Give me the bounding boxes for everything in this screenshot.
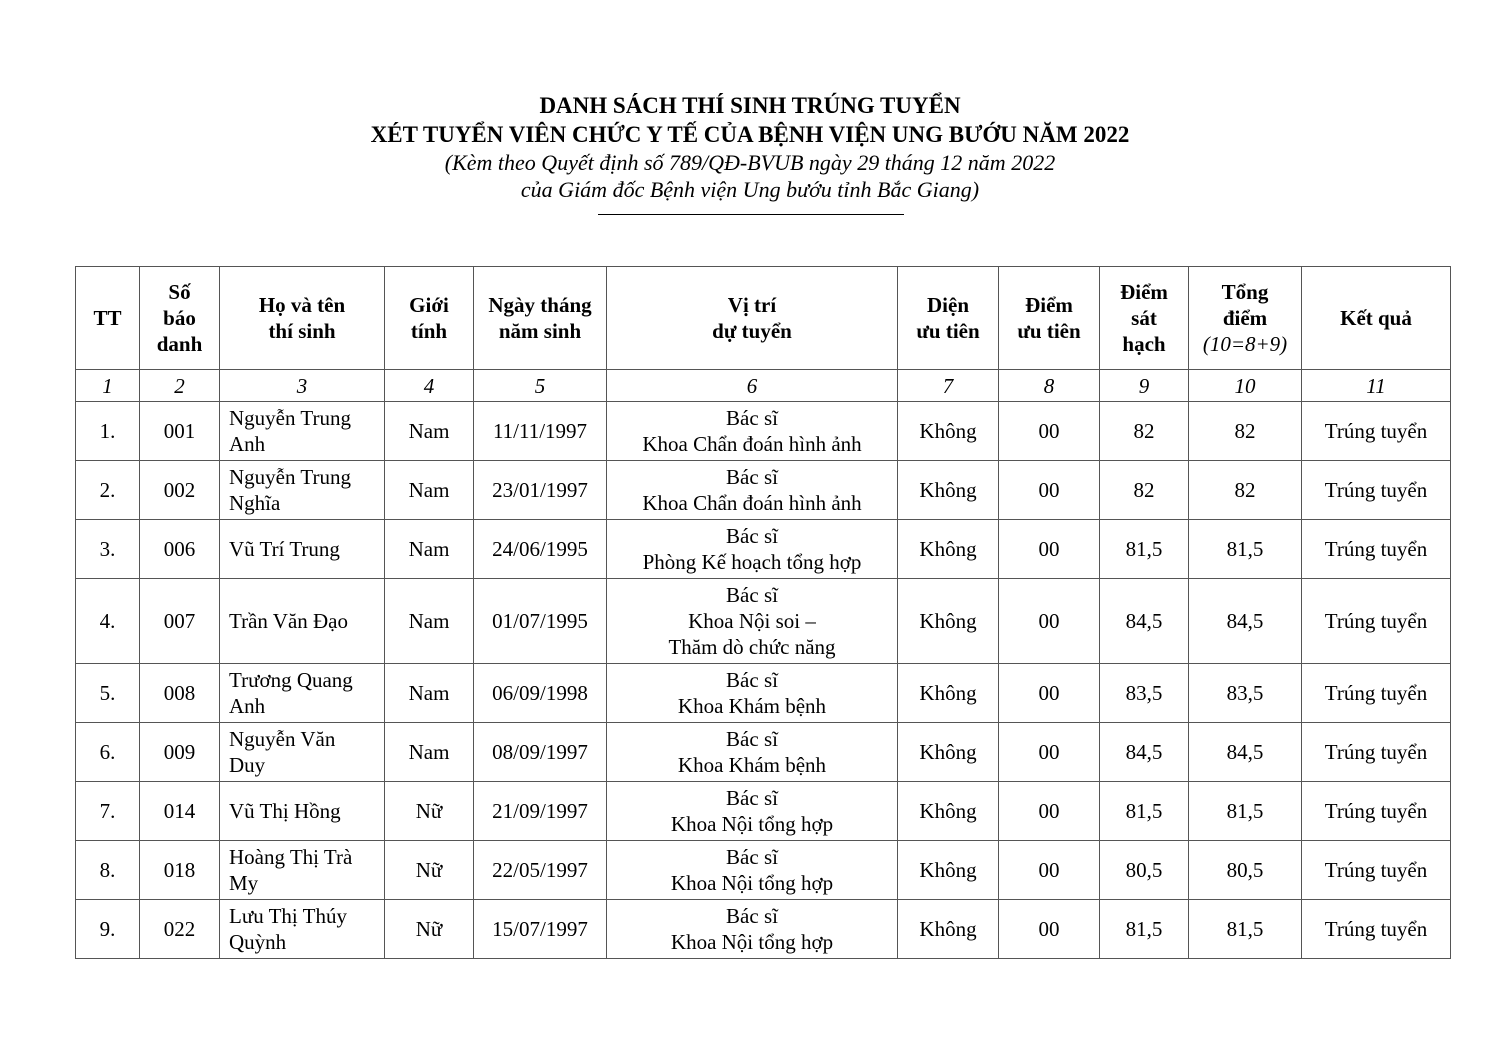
cell-sbd: 018 [140,841,220,900]
column-number: 2 [140,370,220,402]
cell-gender: Nam [385,664,474,723]
cell-name: Vũ Thị Hồng [220,782,385,841]
cell-result: Trúng tuyển [1302,461,1451,520]
cell-sbd: 006 [140,520,220,579]
col-header-sbd: Số báo danh [140,267,220,370]
cell-dob: 15/07/1997 [474,900,607,959]
cell-name: Trần Văn Đạo [220,579,385,664]
col-header-priority-score: Điểm ưu tiên [999,267,1100,370]
cell-gender: Nữ [385,841,474,900]
cell-priority-type: Không [898,900,999,959]
cell-dob: 01/07/1995 [474,579,607,664]
cell-tt: 7. [76,782,140,841]
cell-priority-type: Không [898,520,999,579]
cell-total: 81,5 [1189,900,1302,959]
col-header-total-label: Tổng điểm [1221,280,1269,330]
cell-priority-score: 00 [999,520,1100,579]
cell-total: 81,5 [1189,782,1302,841]
cell-result: Trúng tuyển [1302,782,1451,841]
cell-exam-score: 81,5 [1100,782,1189,841]
column-number: 3 [220,370,385,402]
cell-gender: Nam [385,723,474,782]
cell-tt: 8. [76,841,140,900]
cell-position: Bác sĩ Khoa Nội tổng hợp [607,900,898,959]
cell-name: Vũ Trí Trung [220,520,385,579]
column-number: 11 [1302,370,1451,402]
cell-dob: 22/05/1997 [474,841,607,900]
cell-position: Bác sĩ Khoa Chẩn đoán hình ảnh [607,402,898,461]
cell-priority-type: Không [898,402,999,461]
cell-position: Bác sĩ Khoa Nội soi – Thăm dò chức năng [607,579,898,664]
cell-position: Bác sĩ Khoa Khám bệnh [607,664,898,723]
cell-priority-score: 00 [999,782,1100,841]
column-number: 10 [1189,370,1302,402]
cell-exam-score: 83,5 [1100,664,1189,723]
cell-priority-type: Không [898,841,999,900]
document-subtitle-bold: XÉT TUYỂN VIÊN CHỨC Y TẾ CỦA BỆNH VIỆN UNG BƯỚU NĂM 2022 [370,122,1130,147]
cell-position: Bác sĩ Khoa Nội tổng hợp [607,782,898,841]
decision-reference: (Kèm theo Quyết định số 789/QĐ-BVUB ngày 29 tháng 12 năm 2022 [444,150,1056,175]
col-header-position: Vị trí dự tuyển [607,267,898,370]
cell-tt: 4. [76,579,140,664]
cell-result: Trúng tuyển [1302,841,1451,900]
cell-result: Trúng tuyển [1302,723,1451,782]
cell-result: Trúng tuyển [1302,664,1451,723]
cell-priority-type: Không [898,723,999,782]
table-row [76,520,1451,579]
column-number: 8 [999,370,1100,402]
col-header-priority-type: Diện ưu tiên [898,267,999,370]
cell-sbd: 009 [140,723,220,782]
cell-sbd: 022 [140,900,220,959]
cell-priority-type: Không [898,782,999,841]
column-number: 1 [76,370,140,402]
cell-name: Hoàng Thị Trà My [220,841,385,900]
col-header-result: Kết quả [1302,267,1451,370]
cell-total: 81,5 [1189,520,1302,579]
column-number: 7 [898,370,999,402]
cell-gender: Nam [385,402,474,461]
col-header-name: Họ và tên thí sinh [220,267,385,370]
cell-name: Nguyễn Trung Anh [220,402,385,461]
cell-dob: 08/09/1997 [474,723,607,782]
col-header-gender: Giới tính [385,267,474,370]
table-header-row [76,267,1451,370]
cell-tt: 1. [76,402,140,461]
table-row [76,841,1451,900]
cell-position: Bác sĩ Khoa Nội tổng hợp [607,841,898,900]
cell-tt: 5. [76,664,140,723]
col-header-tt: TT [76,267,140,370]
cell-priority-score: 00 [999,664,1100,723]
cell-result: Trúng tuyển [1302,402,1451,461]
cell-exam-score: 82 [1100,461,1189,520]
cell-priority-score: 00 [999,579,1100,664]
cell-tt: 9. [76,900,140,959]
table-row [76,402,1451,461]
cell-total: 83,5 [1189,664,1302,723]
table-row [76,782,1451,841]
cell-gender: Nữ [385,900,474,959]
cell-priority-score: 00 [999,461,1100,520]
cell-tt: 2. [76,461,140,520]
title-underline [598,214,904,215]
cell-position: Bác sĩ Khoa Khám bệnh [607,723,898,782]
table-row [76,723,1451,782]
cell-dob: 23/01/1997 [474,461,607,520]
cell-priority-score: 00 [999,841,1100,900]
cell-priority-score: 00 [999,402,1100,461]
cell-dob: 06/09/1998 [474,664,607,723]
document-title: DANH SÁCH THÍ SINH TRÚNG TUYỂN [539,93,961,118]
cell-exam-score: 81,5 [1100,520,1189,579]
results-table [75,266,1451,959]
cell-dob: 21/09/1997 [474,782,607,841]
issuer-reference: của Giám đốc Bệnh viện Ung bướu tỉnh Bắc Giang) [520,177,980,202]
cell-dob: 24/06/1995 [474,520,607,579]
cell-sbd: 008 [140,664,220,723]
cell-priority-score: 00 [999,723,1100,782]
cell-position: Bác sĩ Phòng Kế hoạch tổng hợp [607,520,898,579]
cell-name: Trương Quang Anh [220,664,385,723]
cell-gender: Nữ [385,782,474,841]
column-number: 9 [1100,370,1189,402]
cell-sbd: 002 [140,461,220,520]
cell-dob: 11/11/1997 [474,402,607,461]
col-header-total [1189,267,1302,370]
column-number: 5 [474,370,607,402]
cell-total: 80,5 [1189,841,1302,900]
cell-total: 82 [1189,461,1302,520]
cell-result: Trúng tuyển [1302,900,1451,959]
table-row [76,461,1451,520]
cell-priority-type: Không [898,664,999,723]
cell-sbd: 014 [140,782,220,841]
cell-exam-score: 84,5 [1100,723,1189,782]
cell-tt: 6. [76,723,140,782]
table-row [76,664,1451,723]
column-number-row [76,370,1451,402]
table-row [76,900,1451,959]
cell-exam-score: 81,5 [1100,900,1189,959]
cell-priority-type: Không [898,461,999,520]
cell-sbd: 007 [140,579,220,664]
cell-priority-score: 00 [999,900,1100,959]
cell-gender: Nam [385,579,474,664]
col-header-total-formula: (10=8+9) [1202,332,1288,356]
col-header-dob: Ngày tháng năm sinh [474,267,607,370]
cell-gender: Nam [385,520,474,579]
cell-exam-score: 84,5 [1100,579,1189,664]
column-number: 4 [385,370,474,402]
cell-gender: Nam [385,461,474,520]
cell-name: Nguyễn Văn Duy [220,723,385,782]
cell-sbd: 001 [140,402,220,461]
cell-name: Lưu Thị Thúy Quỳnh [220,900,385,959]
cell-priority-type: Không [898,579,999,664]
cell-exam-score: 82 [1100,402,1189,461]
cell-tt: 3. [76,520,140,579]
cell-position: Bác sĩ Khoa Chẩn đoán hình ảnh [607,461,898,520]
table-row [76,579,1451,664]
cell-total: 84,5 [1189,723,1302,782]
cell-total: 84,5 [1189,579,1302,664]
cell-exam-score: 80,5 [1100,841,1189,900]
cell-total: 82 [1189,402,1302,461]
cell-result: Trúng tuyển [1302,579,1451,664]
cell-result: Trúng tuyển [1302,520,1451,579]
column-number: 6 [607,370,898,402]
col-header-exam-score: Điểm sát hạch [1100,267,1189,370]
cell-name: Nguyễn Trung Nghĩa [220,461,385,520]
